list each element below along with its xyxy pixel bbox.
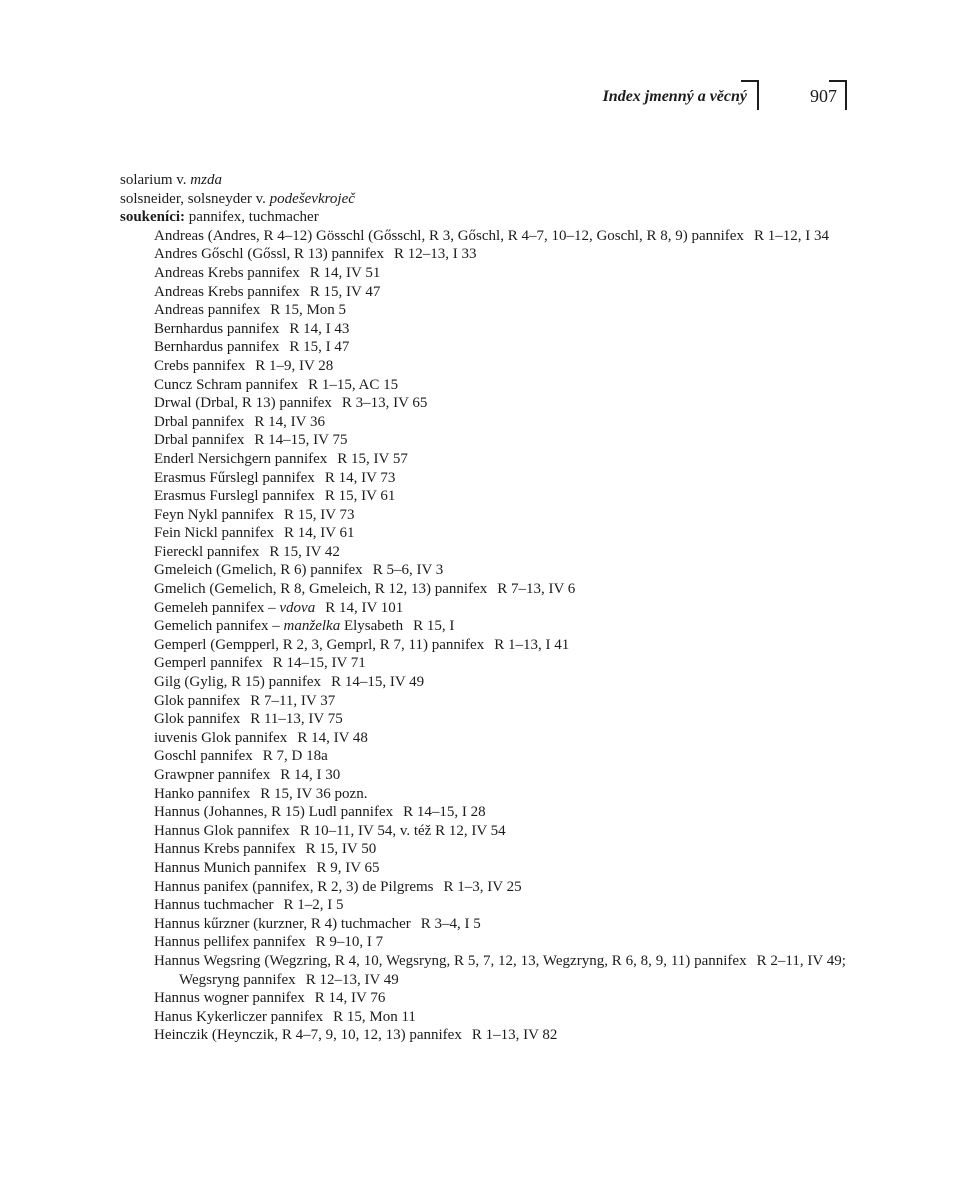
entry-text: Hannus pellifex pannifex bbox=[154, 934, 306, 951]
entry-text: podeševkroječ bbox=[269, 190, 355, 207]
entry-text: Feyn Nykl pannifex bbox=[154, 506, 274, 523]
entry-text: R 14, IV 48 bbox=[297, 729, 368, 746]
entry-text: R 14–15, IV 75 bbox=[254, 432, 348, 449]
index-entry bbox=[120, 747, 846, 766]
index-entry bbox=[120, 766, 846, 785]
entry-text: R 1–2, I 5 bbox=[283, 897, 344, 914]
entry-text: Andreas Krebs pannifex bbox=[154, 283, 300, 300]
entry-text: R 15, Mon 11 bbox=[333, 1008, 416, 1025]
entry-text: R 3–13, IV 65 bbox=[341, 395, 428, 412]
entry-text: R 12–13, I 33 bbox=[393, 246, 477, 263]
index-entry bbox=[120, 561, 846, 580]
corner-bracket-page bbox=[829, 80, 847, 110]
entry-text: Heinczik (Heynczik, R 4–7, 9, 10, 12, 13) pannifex bbox=[154, 1027, 462, 1044]
entry-text: Hannus wogner pannifex bbox=[154, 990, 305, 1007]
running-title: Index jmenný a věcný bbox=[602, 88, 747, 105]
entry-text: Hannus panifex (pannifex, R 2, 3) de Pilgrems bbox=[154, 878, 434, 895]
entry-text: Hanko pannifex bbox=[154, 785, 251, 802]
entry-text: Goschl pannifex bbox=[154, 748, 253, 765]
entry-text: Hannus Glok pannifex bbox=[154, 822, 290, 839]
entry-text: Gmeleich (Gmelich, R 6) pannifex bbox=[154, 562, 363, 579]
entry-text: soukeníci: bbox=[120, 209, 186, 226]
entry-text: Fiereckl pannifex bbox=[154, 543, 260, 560]
entry-text: Erasmus Furslegl pannifex bbox=[154, 488, 315, 505]
entry-text: R 14, IV 101 bbox=[325, 599, 404, 616]
entry-text: R 15, IV 47 bbox=[309, 283, 381, 300]
entry-text: Enderl Nersichgern pannifex bbox=[154, 450, 328, 467]
index-entry bbox=[120, 599, 846, 618]
entry-text: Hannus (Johannes, R 15) Ludl pannifex bbox=[154, 804, 394, 821]
index-entry bbox=[120, 394, 846, 413]
index-entry bbox=[120, 710, 846, 729]
entry-text: Fein Nickl pannifex bbox=[154, 525, 274, 542]
entry-text: R 14, IV 76 bbox=[314, 990, 386, 1007]
index-entry bbox=[120, 673, 846, 692]
entry-text: R 2–11, IV 49; Wegsryng pannifex bbox=[179, 952, 846, 988]
entry-text: R 7–13, IV 6 bbox=[497, 581, 576, 598]
entry-text: R 10–11, IV 54, v. též R 12, IV 54 bbox=[299, 822, 506, 839]
entry-text: R 1–15, AC 15 bbox=[308, 376, 399, 393]
entry-text: R 15, IV 42 bbox=[269, 543, 340, 560]
entry-text: R 15, Mon 5 bbox=[270, 302, 347, 319]
index-entry bbox=[120, 617, 846, 636]
entry-text: mzda bbox=[190, 172, 222, 188]
entry-text: R 14, I 30 bbox=[280, 767, 341, 783]
entry-text: Gmelich (Gemelich, R 8, Gmeleich, R 12, 13) pannifex bbox=[154, 581, 488, 598]
entry-text: R 14, IV 51 bbox=[309, 264, 381, 281]
index-entry bbox=[120, 469, 846, 488]
corner-bracket-title bbox=[741, 80, 759, 110]
entry-text: Bernhardus pannifex bbox=[154, 339, 280, 356]
index-entry bbox=[120, 840, 846, 859]
entry-text: manželka bbox=[283, 618, 341, 635]
entry-text: Drbal pannifex bbox=[154, 413, 245, 430]
entry-text: Andreas pannifex bbox=[154, 302, 261, 319]
page-number: 907 bbox=[810, 86, 837, 106]
index-entry bbox=[120, 989, 846, 1008]
entry-text: R 14–15, IV 71 bbox=[272, 655, 366, 672]
entry-text: R 14–15, I 28 bbox=[403, 804, 486, 821]
entry-text: R 7, D 18a bbox=[262, 748, 328, 765]
index-entry bbox=[120, 524, 846, 543]
entry-text: Andreas (Andres, R 4–12) Gösschl (Gősschl, R 3, Gőschl, R 4–7, 10–12, Goschl, R 8, 9) pannifex bbox=[154, 227, 744, 244]
index-entry bbox=[120, 450, 846, 469]
entry-text: iuvenis Glok pannifex bbox=[154, 729, 288, 746]
entry-text: Drbal pannifex bbox=[154, 432, 245, 449]
index-entry bbox=[120, 692, 846, 711]
entry-text: R 14, IV 36 bbox=[254, 413, 325, 430]
index-entry bbox=[120, 413, 846, 432]
entry-text: R 9, IV 65 bbox=[316, 859, 380, 876]
index-entry bbox=[120, 896, 846, 915]
index-entry bbox=[120, 729, 846, 748]
entry-text: R 15, I 47 bbox=[289, 339, 350, 356]
entry-text: Bernhardus pannifex bbox=[154, 320, 280, 337]
entry-text: R 15, IV 36 pozn. bbox=[260, 785, 368, 802]
entry-text: R 1–3, IV 25 bbox=[443, 878, 522, 895]
index-entry bbox=[120, 580, 846, 599]
entry-text: solarium v. bbox=[120, 172, 191, 188]
entry-text: R 3–4, I 5 bbox=[420, 915, 481, 932]
entry-text: Crebs pannifex bbox=[154, 357, 246, 374]
entry-text: R 9–10, I 7 bbox=[315, 934, 384, 951]
entry-text: R 1–12, I 34 bbox=[753, 227, 829, 244]
index-entry bbox=[120, 543, 846, 562]
entry-text: Hannus Wegsring (Wegzring, R 4, 10, Wegsryng, R 5, 7, 12, 13, Wegzryng, R 6, 8, 9, 11) pannifex bbox=[154, 952, 747, 969]
index-entries bbox=[120, 171, 846, 1045]
entry-text: R 11–13, IV 75 bbox=[250, 711, 343, 728]
entry-text: Elysabeth bbox=[340, 618, 404, 635]
entry-text: Hannus tuchmacher bbox=[154, 897, 274, 914]
entry-text: solsneider, solsneyder v. bbox=[120, 190, 270, 207]
entry-text: Gemelich pannifex – bbox=[154, 618, 284, 635]
index-entry bbox=[120, 431, 846, 450]
entry-text: Grawpner pannifex bbox=[154, 767, 271, 783]
index-entry bbox=[120, 227, 846, 246]
entry-text: R 1–13, IV 82 bbox=[471, 1027, 558, 1044]
entry-text: Glok pannifex bbox=[154, 692, 241, 709]
entry-text: R 14–15, IV 49 bbox=[331, 674, 425, 691]
entry-text: R 15, IV 61 bbox=[324, 488, 396, 505]
index-entry bbox=[120, 320, 846, 339]
index-entry bbox=[120, 245, 846, 264]
index-entry bbox=[120, 822, 846, 841]
entry-text: vdova bbox=[279, 599, 316, 616]
entry-text: R 14, IV 61 bbox=[283, 525, 355, 542]
entry-text: R 1–9, IV 28 bbox=[255, 357, 334, 374]
index-entry bbox=[120, 376, 846, 395]
entry-text: R 14, IV 73 bbox=[324, 469, 396, 486]
index-entry bbox=[120, 952, 846, 989]
entry-text: Hannus Krebs pannifex bbox=[154, 841, 296, 858]
entry-text: Andres Gőschl (Gőssl, R 13) pannifex bbox=[154, 246, 384, 263]
entry-text: Gilg (Gylig, R 15) pannifex bbox=[154, 674, 322, 691]
running-header bbox=[0, 80, 960, 112]
index-entry bbox=[120, 654, 846, 673]
index-entry bbox=[120, 878, 846, 897]
entry-text: Gemperl (Gempperl, R 2, 3, Gemprl, R 7, 11) pannifex bbox=[154, 636, 485, 653]
index-entry bbox=[120, 803, 846, 822]
entry-text: R 7–11, IV 37 bbox=[250, 692, 336, 709]
entry-text: R 15, IV 50 bbox=[305, 841, 377, 858]
index-entry bbox=[120, 338, 846, 357]
entry-text: Erasmus Fűrslegl pannifex bbox=[154, 469, 315, 486]
entry-text: R 15, I bbox=[413, 618, 455, 635]
entry-text: Andreas Krebs pannifex bbox=[154, 264, 300, 281]
entry-text: R 5–6, IV 3 bbox=[372, 562, 444, 579]
index-entry bbox=[120, 785, 846, 804]
index-entry bbox=[120, 1008, 846, 1027]
index-entry bbox=[120, 357, 846, 376]
index-entry bbox=[120, 1026, 846, 1045]
entry-text: R 12–13, IV 49 bbox=[305, 971, 399, 988]
entry-text: Gemeleh pannifex – bbox=[154, 599, 280, 616]
entry-text: Drwal (Drbal, R 13) pannifex bbox=[154, 395, 332, 412]
entry-text: R 14, I 43 bbox=[289, 320, 350, 337]
index-entry bbox=[120, 190, 846, 209]
entry-text: R 15, IV 73 bbox=[283, 506, 355, 523]
index-entry bbox=[120, 636, 846, 655]
index-entry bbox=[120, 506, 846, 525]
index-entry bbox=[120, 301, 846, 320]
entry-text: Glok pannifex bbox=[154, 711, 241, 728]
index-entry bbox=[120, 171, 846, 190]
index-entry bbox=[120, 264, 846, 283]
entry-text: Cuncz Schram pannifex bbox=[154, 376, 299, 393]
entry-text: Hannus kűrzner (kurzner, R 4) tuchmacher bbox=[154, 915, 411, 932]
entry-text: R 15, IV 57 bbox=[337, 450, 408, 467]
index-entry bbox=[120, 283, 846, 302]
entry-text: Hannus Munich pannifex bbox=[154, 859, 307, 876]
entry-text: R 1–13, I 41 bbox=[494, 636, 570, 653]
index-entry bbox=[120, 915, 846, 934]
index-entry bbox=[120, 487, 846, 506]
entry-text: pannifex, tuchmacher bbox=[185, 209, 319, 226]
entry-text: Hanus Kykerliczer pannifex bbox=[154, 1008, 324, 1025]
index-entry bbox=[120, 208, 846, 227]
entry-text: Gemperl pannifex bbox=[154, 655, 263, 672]
index-entry bbox=[120, 933, 846, 952]
index-entry bbox=[120, 859, 846, 878]
